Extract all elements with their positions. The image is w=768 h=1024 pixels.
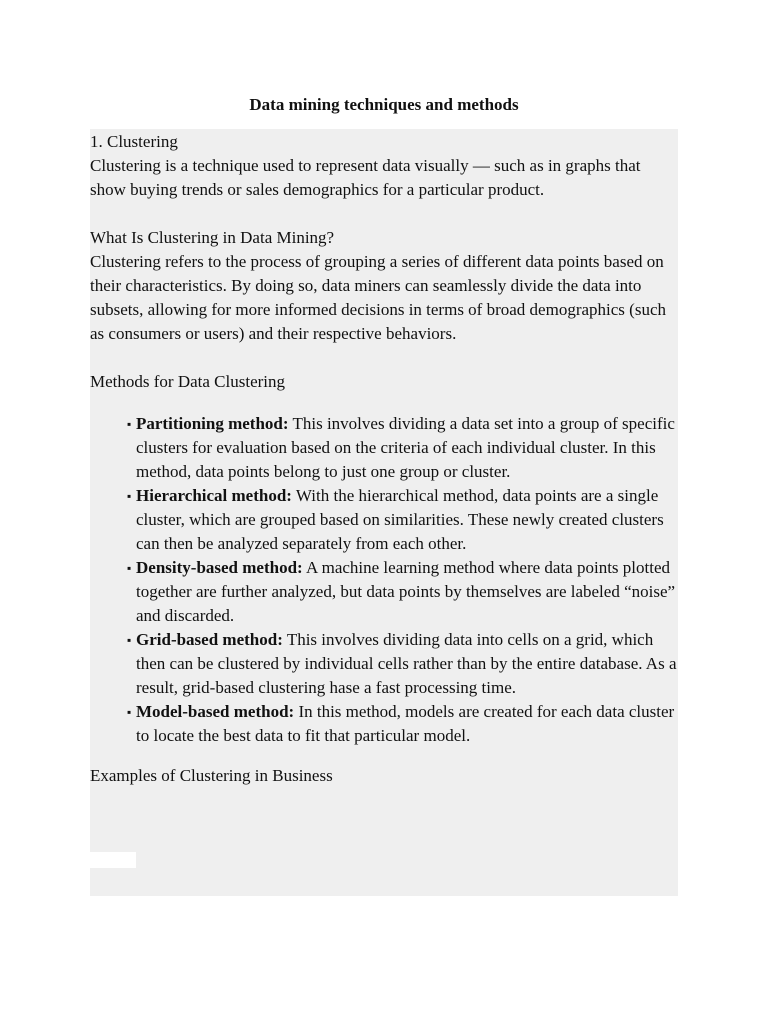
paragraph-gap xyxy=(90,394,678,412)
method-name: Model-based method: xyxy=(136,702,295,721)
method-description: In this method, models are created for each data cluster to locate the best data to fit that particular model. xyxy=(136,702,675,745)
bullet-icon: ▪ xyxy=(127,561,132,575)
method-name: Density-based method: xyxy=(136,558,303,577)
list-item xyxy=(127,412,678,484)
text-highlight-tail xyxy=(90,854,678,896)
definition-paragraph: Clustering refers to the process of grouping a series of different data points based on their characteristics. By doing so, data miners can seamlessly divide the data into subsets, allowing for more informed decisions in terms of broad demographics (such as consumers or users) and their respective behaviors. xyxy=(90,252,666,343)
highlight-notch xyxy=(90,852,136,868)
method-description: This involves dividing data into cells on a grid, which then can be clustered by individual cells rather than by the entire database. As a result, grid-based clustering hase a fast processing time. xyxy=(136,630,677,697)
method-name: Grid-based method: xyxy=(136,630,283,649)
examples-heading: Examples of Clustering in Business xyxy=(90,766,333,785)
list-item xyxy=(127,484,678,556)
list-item xyxy=(127,628,678,700)
methods-list xyxy=(90,412,678,748)
methods-heading: Methods for Data Clustering xyxy=(90,372,285,391)
bullet-icon: ▪ xyxy=(127,417,132,431)
bullet-icon: ▪ xyxy=(127,489,132,503)
bullet-icon: ▪ xyxy=(127,705,132,719)
question-heading: What Is Clustering in Data Mining? xyxy=(90,228,335,247)
document-body xyxy=(90,130,678,788)
paragraph-gap xyxy=(90,202,678,226)
list-item xyxy=(127,700,678,748)
document-title: Data mining techniques and methods xyxy=(249,95,519,114)
method-name: Hierarchical method: xyxy=(136,486,292,505)
paragraph-gap xyxy=(90,346,678,370)
list-item xyxy=(127,556,678,628)
method-description: With the hierarchical method, data points are a single cluster, which are grouped based on similarities. These newly created clusters can then be analyzed separately from each other. xyxy=(136,486,664,553)
intro-paragraph: Clustering is a technique used to represent data visually — such as in graphs that show buying trends or sales demographics for a particular product. xyxy=(90,156,641,199)
section-heading: 1. Clustering xyxy=(90,132,178,151)
method-description: This involves dividing a data set into a group of specific clusters for evaluation based on the criteria of each individual cluster. In this method, data points belong to just one group or cluster. xyxy=(136,414,675,481)
method-description: A machine learning method where data points plotted together are further analyzed, but data points by themselves are labeled “noise” and discarded. xyxy=(136,558,676,625)
method-name: Partitioning method: xyxy=(136,414,289,433)
bullet-icon: ▪ xyxy=(127,633,132,647)
